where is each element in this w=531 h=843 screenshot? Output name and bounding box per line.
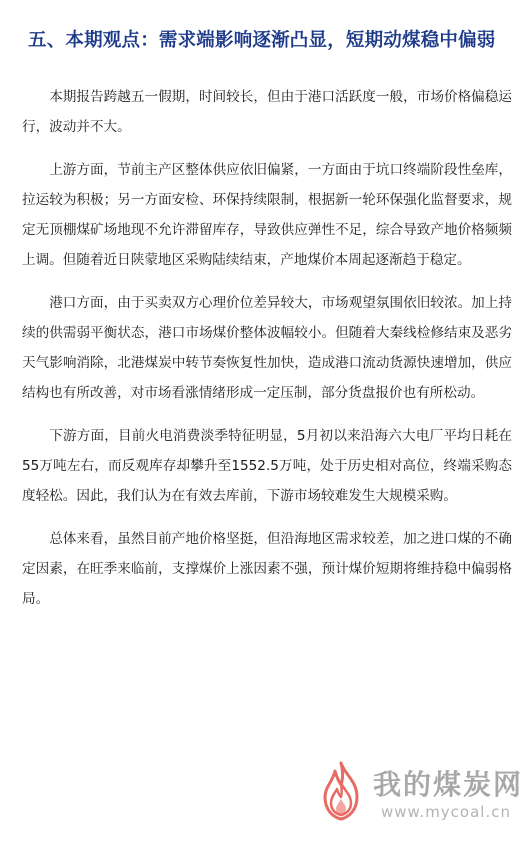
watermark-url: www.mycoal.cn — [381, 803, 511, 821]
watermark-site-name: 我的煤炭网 — [373, 768, 524, 801]
site-watermark — [315, 759, 524, 829]
paragraph-upstream: 上游方面，节前主产区整体供应依旧偏紧，一方面由于坑口终端阶段性垒库，拉运较为积极；另一方面安检、环保持续限制，根据新一轮环保强化监督要求，规定无顶棚煤矿场地现不允许滞留库存，导致供应弹性不足，综合导致产地价格频频上调。但随着近日陕蒙地区采购陆续结束，产地煤价本周起逐渐趋于稳定。 — [22, 162, 512, 268]
section-heading: 五、本期观点：需求端影响逐渐凸显，短期动煤稳中偏弱 — [28, 30, 496, 51]
paragraph-port: 港口方面，由于买卖双方心理价位差异较大，市场观望氛围依旧较浓。加上持续的供需弱平衡状态，港口市场煤价整体波幅较小。但随着大秦线检修结束及恶劣天气影响消除，北港煤炭中转节奏恢复性加快，造成港口流动货源快速增加，供应结构也有所改善，对市场看涨情绪形成一定压制，部分货盘报价也有所松动。 — [22, 295, 512, 401]
paragraph-summary: 总体来看，虽然目前产地价格坚挺，但沿海地区需求较差，加之进口煤的不确定因素，在旺季来临前，支撑煤价上涨因素不强，预计煤价短期将维持稳中偏弱格局。 — [22, 531, 512, 607]
paragraph-intro: 本期报告跨越五一假期，时间较长，但由于港口活跃度一般，市场价格偏稳运行，波动并不大。 — [22, 89, 512, 135]
paragraph-downstream: 下游方面，目前火电消费淡季特征明显，5月初以来沿海六大电厂平均日耗在55万吨左右，而反观库存却攀升至1552.5万吨，处于历史相对高位，终端采购态度轻松。因此，我们认为在有效去库前，下游市场较难发生大规模采购。 — [22, 428, 512, 504]
article-body — [22, 82, 512, 627]
flame-logo-icon — [315, 759, 367, 823]
